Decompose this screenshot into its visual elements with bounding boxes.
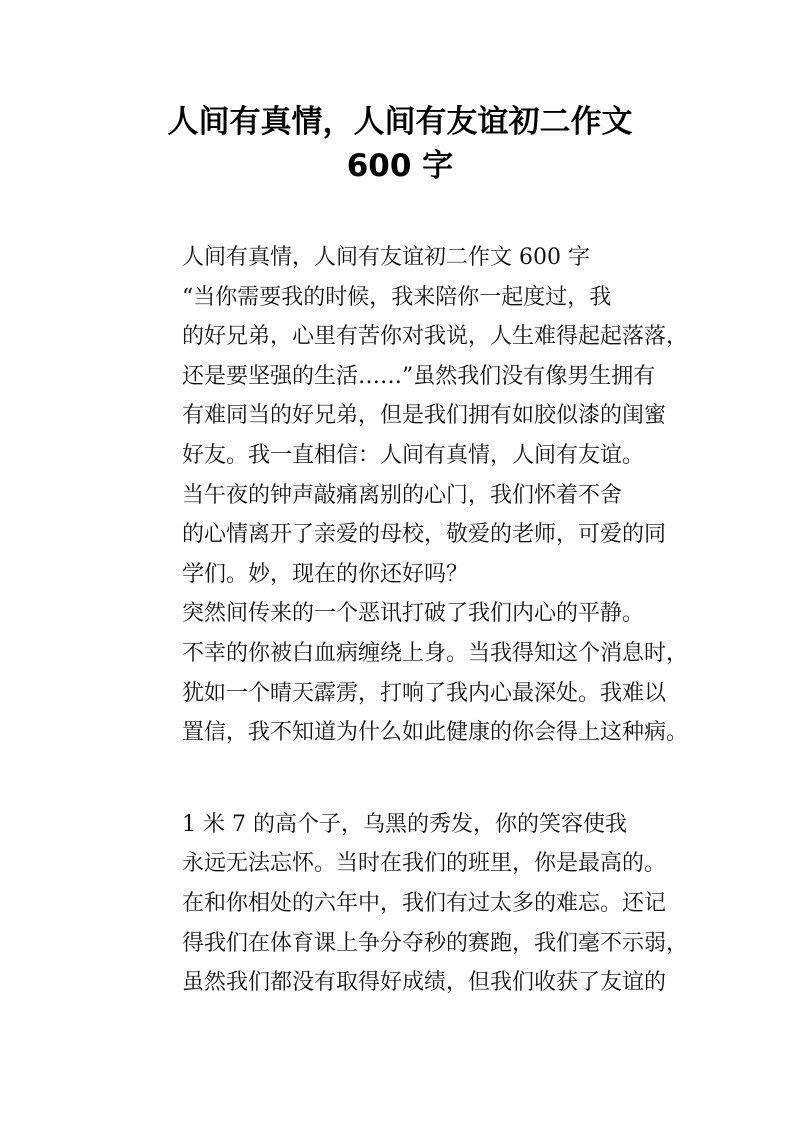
text-line: 犹如一个晴天霹雳，打响了我内心最深处。我难以 [182, 680, 667, 706]
text-line: 的好兄弟，心里有苦你对我说，人生难得起起落落， [182, 324, 689, 350]
text-line: 置信，我不知道为什么如此健康的你会得上这种病。 [182, 720, 689, 746]
text-line: 人间有真情，人间有友谊初二作文 600 字 [182, 245, 590, 270]
text-line: 当午夜的钟声敲痛离别的心门，我们怀着不舍 [182, 482, 623, 508]
paragraph-3 [136, 476, 680, 595]
text-line: 永远无法忘怀。当时在我们的班里，你是最高的。 [182, 851, 667, 877]
text-line: 在和你相处的六年中，我们有过太多的难忘。还记 [182, 890, 667, 916]
paragraph-4 [136, 594, 689, 752]
document-title-line-1: 人间有真情，人间有友谊初二作文 [167, 104, 633, 140]
text-line: 的心情离开了亲爱的母校，敬爱的老师，可爱的同 [182, 522, 667, 548]
text-line: 得我们在体育课上争分夺秒的赛跑，我们毫不示弱， [182, 930, 689, 956]
document-title-line-2: 600 字 [346, 148, 454, 184]
paragraph-5 [136, 805, 689, 1003]
paragraph-1 [136, 238, 680, 278]
text-line: “当你需要我的时候，我来陪你一起度过，我 [182, 284, 612, 310]
paragraph-2 [136, 278, 689, 476]
document-body [136, 238, 689, 1003]
text-line: 突然间传来的一个恶讯打破了我们内心的平静。 [182, 601, 645, 627]
text-line: 1 米 7 的高个子，乌黑的秀发，你的笑容使我 [182, 811, 627, 837]
text-line: 学们。妙，现在的你还好吗？ [182, 561, 469, 587]
text-line: 有难同当的好兄弟，但是我们拥有如胶似漆的闺蜜 [182, 403, 667, 429]
text-line: 虽然我们都没有取得好成绩，但我们收获了友谊的 [182, 970, 667, 996]
text-line: 不幸的你被白血病缠绕上身。当我得知这个消息时， [182, 640, 689, 666]
paragraph-gap [136, 753, 680, 805]
text-line: 还是要坚强的生活……”虽然我们没有像男生拥有 [182, 363, 656, 389]
text-line: 好友。我一直相信：人间有真情，人间有友谊。 [182, 442, 645, 468]
